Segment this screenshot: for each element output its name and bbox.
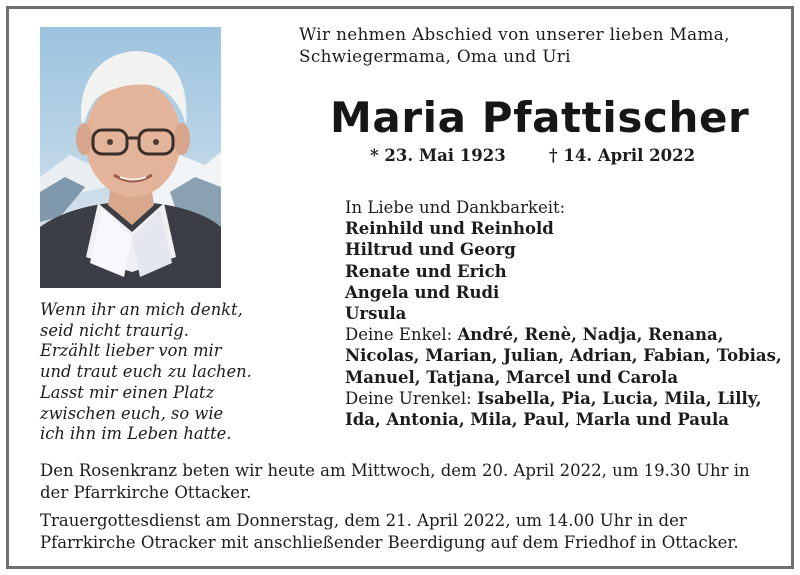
grandchildren-label: Deine Enkel: <box>345 325 453 345</box>
intro-line: Wir nehmen Abschied von unserer lieben Mama, <box>299 24 730 44</box>
rosary-info: Den Rosenkranz beten wir heute am Mittwoch, dem 20. April 2022, um 19.30 Uhr in der Pfarrkirche Ottacker. <box>40 461 750 502</box>
birth-date: * 23. Mai 1923 <box>370 146 506 165</box>
great-grandchildren-names: Ida, Antonia, Mila, Paul, Marla und Paula <box>345 410 729 430</box>
poem-line: zwischen euch, so wie <box>40 403 224 423</box>
grandchildren-names: Manuel, Tatjana, Marcel und Carola <box>345 367 679 387</box>
great-grandchildren-line <box>345 388 782 409</box>
portrait-illustration <box>40 27 221 288</box>
poem-line: Wenn ihr an mich denkt, <box>40 300 243 319</box>
grandchildren-names: Nicolas, Marian, Julian, Adrian, Fabian, Tobias, <box>345 346 782 366</box>
family-couple: Angela und Rudi <box>345 282 500 302</box>
grandchildren-names: André, Renè, Nadja, Renana, <box>457 325 724 345</box>
funeral-info: Trauergottesdienst am Donnerstag, dem 21. April 2022, um 14.00 Uhr in der Pfarrkirche Otracker mit anschließender Beerdigung auf dem Friedhof in Ottacker. <box>40 511 739 552</box>
family-couple: Hiltrud und Georg <box>345 240 516 260</box>
family-heading: In Liebe und Dankbarkeit: <box>345 198 566 217</box>
grandchildren-line <box>345 324 782 345</box>
portrait-photo <box>40 27 221 288</box>
great-grandchildren-names: Isabella, Pia, Lucia, Mila, Lilly, <box>476 388 762 408</box>
service-info <box>40 460 775 560</box>
family-couple: Renate und Erich <box>345 261 507 281</box>
great-grandchildren-label: Deine Urenkel: <box>345 388 472 408</box>
intro-line: Schwiegermama, Oma und Uri <box>299 46 571 66</box>
family-couple: Ursula <box>345 304 407 324</box>
family-list <box>345 197 782 430</box>
deceased-name: Maria Pfattischer <box>330 93 750 142</box>
memorial-poem <box>40 300 252 445</box>
poem-line: und traut euch zu lachen. <box>40 362 252 382</box>
family-couple: Reinhild und Reinhold <box>345 219 554 239</box>
poem-line: Erzählt lieber von mir <box>40 341 222 361</box>
farewell-intro <box>299 23 730 67</box>
poem-line: Lasst mir einen Platz <box>40 382 215 402</box>
poem-line: seid nicht traurig. <box>40 320 189 340</box>
poem-line: ich ihn im Leben hatte. <box>40 424 232 444</box>
death-date: † 14. April 2022 <box>549 146 696 165</box>
